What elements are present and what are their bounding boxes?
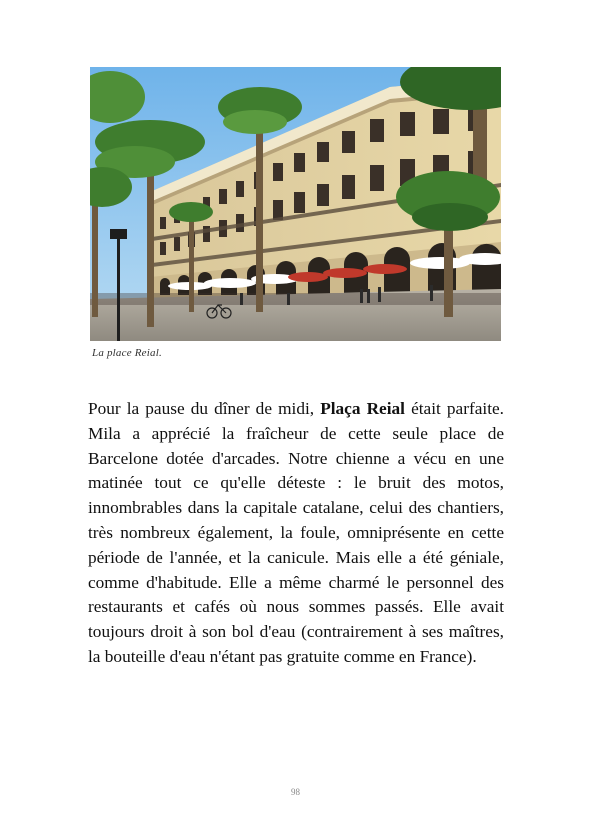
photo-caption: La place Reial.: [92, 347, 162, 359]
place-name-bold: Plaça Reial: [320, 399, 405, 418]
paragraph-text-rest: était parfaite. Mila a apprécié la fraîcheur de cette seule place de Barcelone dotée d'arcades. Notre chienne a vécu en une matinée tout ce qu'elle déteste : le bruit des motos, innombrables dans la capitale catalane, celui des chantiers, très nombreux également, la foule, omniprésente en cette période de l'année, et la canicule. Mais elle a été géniale, comme d'habitude. Elle a même charmé le personnel des restaurants et cafés où nous sommes passés. Elle avait toujours droit à son bol d'eau (contrairement à ses maîtres, la bouteille d'eau n'étant pas gratuite comme en France).: [88, 399, 504, 666]
body-paragraph: [88, 397, 504, 670]
plaza-photo: [90, 67, 501, 341]
page-number: 98: [291, 787, 300, 797]
paragraph-text-start: Pour la pause du dîner de midi,: [88, 399, 321, 418]
